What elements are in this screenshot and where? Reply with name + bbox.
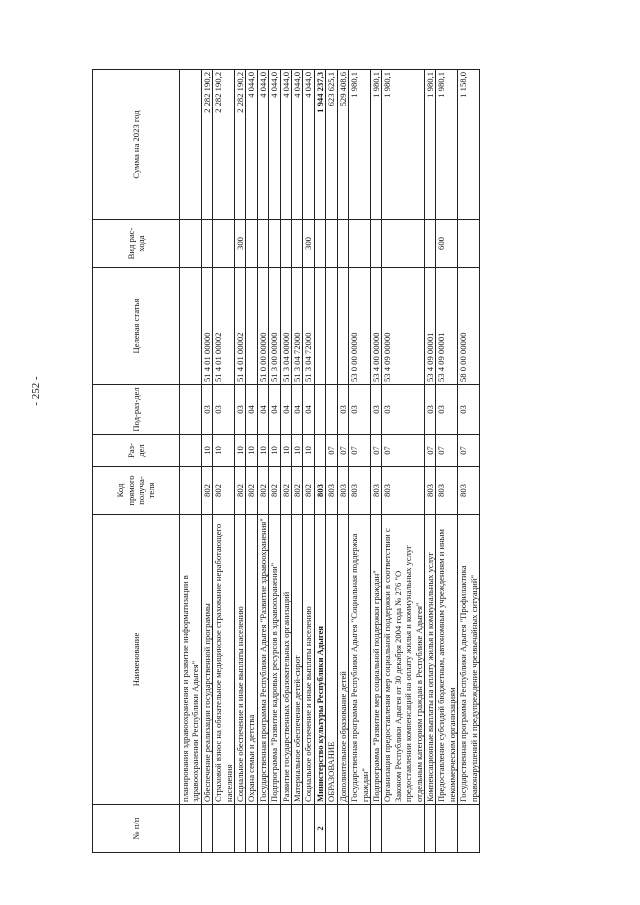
cell-amount: 4 044,0 <box>292 70 303 220</box>
cell-num <box>349 805 371 853</box>
cell-section: 10 <box>269 435 280 467</box>
table-row <box>303 70 314 853</box>
cell-section: 10 <box>280 435 291 467</box>
col-header-section: Раз-дел <box>93 435 180 467</box>
cell-expense-type <box>246 220 257 268</box>
cell-amount: 623 625,1 <box>326 70 337 220</box>
cell-name: ОБРАЗОВАНИЕ <box>326 515 337 805</box>
cell-section: 07 <box>382 435 425 467</box>
cell-expense-type <box>292 220 303 268</box>
cell-name: Обеспечение реализации государственной программы <box>201 515 212 805</box>
cell-target: 53 4 09 00000 <box>382 268 425 385</box>
cell-name: Компенсационные выплаты на оплату жилья и коммунальных услуг <box>424 515 435 805</box>
cell-target: 53 4 00 00000 <box>370 268 381 385</box>
cell-recipient: 803 <box>370 467 381 515</box>
cell-recipient <box>180 467 202 515</box>
page-number: - 252 - <box>30 376 42 406</box>
cell-target: 51 4 01 00002 <box>213 268 235 385</box>
cell-name: Подпрограмма "Развитие кадровых ресурсов в здравоохранении" <box>269 515 280 805</box>
cell-amount: 4 044,0 <box>257 70 268 220</box>
cell-subsection: 03 <box>436 385 458 435</box>
cell-recipient: 803 <box>424 467 435 515</box>
cell-recipient: 802 <box>201 467 212 515</box>
cell-section: 10 <box>235 435 246 467</box>
table-body <box>180 70 480 853</box>
cell-target: 53 0 00 00000 <box>349 268 371 385</box>
cell-amount: 2 282 190,2 <box>213 70 235 220</box>
table-row <box>382 70 425 853</box>
cell-section: 10 <box>303 435 314 467</box>
cell-section <box>314 435 325 467</box>
cell-expense-type <box>382 220 425 268</box>
cell-expense-type <box>458 220 480 268</box>
table-row <box>337 70 348 853</box>
cell-amount: 2 282 190,2 <box>201 70 212 220</box>
cell-subsection <box>180 385 202 435</box>
cell-num <box>326 805 337 853</box>
cell-recipient: 802 <box>235 467 246 515</box>
cell-name: Социальное обеспечение и иные выплаты населению <box>303 515 314 805</box>
table-row <box>370 70 381 853</box>
cell-subsection: 04 <box>292 385 303 435</box>
table-row <box>326 70 337 853</box>
col-header-num: № п/п <box>93 805 180 853</box>
cell-subsection: 03 <box>349 385 371 435</box>
cell-subsection: 03 <box>337 385 348 435</box>
table-row <box>257 70 268 853</box>
table-row <box>436 70 458 853</box>
cell-recipient: 803 <box>436 467 458 515</box>
cell-expense-type <box>370 220 381 268</box>
cell-recipient: 802 <box>303 467 314 515</box>
cell-section: 10 <box>213 435 235 467</box>
cell-target <box>246 268 257 385</box>
cell-section: 10 <box>201 435 212 467</box>
cell-recipient: 802 <box>246 467 257 515</box>
cell-expense-type <box>180 220 202 268</box>
cell-recipient: 803 <box>349 467 371 515</box>
budget-table-rotated <box>92 70 558 853</box>
cell-target: 51 3 04 00000 <box>280 268 291 385</box>
cell-target <box>326 268 337 385</box>
cell-section: 07 <box>436 435 458 467</box>
cell-expense-type: 600 <box>436 220 458 268</box>
cell-section: 07 <box>370 435 381 467</box>
cell-num <box>201 805 212 853</box>
cell-target: 51 3 00 00000 <box>269 268 280 385</box>
table-row <box>314 70 325 853</box>
cell-subsection: 04 <box>246 385 257 435</box>
cell-num <box>257 805 268 853</box>
col-header-target: Целевая статья <box>93 268 180 385</box>
cell-name: Организация предоставления мер социальной поддержки в соответствии с Законом Республики Адыгея от 30 декабря 2004 года № 276 "О предоставлении компенсаций на оплату жилья и коммунальных услуг отдельным категориям граждан в Республике Адыгея" <box>382 515 425 805</box>
cell-num <box>235 805 246 853</box>
cell-target: 53 4 09 00001 <box>424 268 435 385</box>
cell-subsection: 03 <box>201 385 212 435</box>
cell-amount: 2 282 190,2 <box>235 70 246 220</box>
cell-num <box>337 805 348 853</box>
cell-name: Подпрограмма "Развитие мер социальной поддержки граждан" <box>370 515 381 805</box>
cell-amount: 4 044,0 <box>246 70 257 220</box>
cell-expense-type: 300 <box>235 220 246 268</box>
table-row <box>246 70 257 853</box>
col-header-expense-type: Вид рас-хода <box>93 220 180 268</box>
cell-expense-type <box>424 220 435 268</box>
cell-num <box>382 805 425 853</box>
cell-expense-type <box>326 220 337 268</box>
cell-expense-type <box>337 220 348 268</box>
cell-recipient: 803 <box>314 467 325 515</box>
table-row <box>213 70 235 853</box>
cell-section: 10 <box>246 435 257 467</box>
table-row <box>292 70 303 853</box>
table-row <box>201 70 212 853</box>
cell-recipient: 802 <box>280 467 291 515</box>
cell-name: Материальное обеспечение детей-сирот <box>292 515 303 805</box>
cell-num <box>424 805 435 853</box>
cell-section <box>180 435 202 467</box>
cell-section: 10 <box>292 435 303 467</box>
cell-subsection: 04 <box>269 385 280 435</box>
cell-subsection: 04 <box>257 385 268 435</box>
cell-expense-type <box>349 220 371 268</box>
table-row <box>269 70 280 853</box>
cell-expense-type <box>269 220 280 268</box>
cell-section: 07 <box>349 435 371 467</box>
table-row <box>349 70 371 853</box>
cell-target: 58 0 00 00000 <box>458 268 480 385</box>
cell-num <box>180 805 202 853</box>
cell-subsection: 03 <box>370 385 381 435</box>
cell-recipient: 803 <box>458 467 480 515</box>
table-row <box>180 70 202 853</box>
table-row <box>280 70 291 853</box>
cell-amount: 4 044,0 <box>280 70 291 220</box>
cell-amount: 1 158,0 <box>458 70 480 220</box>
cell-amount: 1 944 237,3 <box>314 70 325 220</box>
cell-name: Охрана семьи и детства <box>246 515 257 805</box>
cell-num <box>370 805 381 853</box>
col-header-subsection: Под-раз-дел <box>93 385 180 435</box>
cell-target: 51 3 04 72000 <box>303 268 314 385</box>
cell-subsection: 03 <box>213 385 235 435</box>
cell-recipient: 803 <box>337 467 348 515</box>
cell-section: 10 <box>257 435 268 467</box>
cell-subsection: 03 <box>458 385 480 435</box>
cell-recipient: 802 <box>292 467 303 515</box>
cell-target: 51 3 04 72000 <box>292 268 303 385</box>
cell-amount: 529 408,6 <box>337 70 348 220</box>
cell-recipient: 803 <box>326 467 337 515</box>
col-header-amount: Сумма на 2023 год <box>93 70 180 220</box>
cell-num <box>458 805 480 853</box>
cell-expense-type <box>257 220 268 268</box>
cell-target <box>180 268 202 385</box>
cell-section: 07 <box>424 435 435 467</box>
cell-name: планирования здравоохранения и развитие информатизации в здравоохранении Республики Адыгея" <box>180 515 202 805</box>
cell-recipient: 802 <box>257 467 268 515</box>
cell-expense-type <box>213 220 235 268</box>
cell-section: 07 <box>337 435 348 467</box>
cell-amount <box>180 70 202 220</box>
cell-num <box>436 805 458 853</box>
cell-num <box>280 805 291 853</box>
cell-expense-type <box>280 220 291 268</box>
cell-name: Государственная программа Республики Адыгея "Профилактика правонарушений и предупреждение чрезвычайных ситуаций" <box>458 515 480 805</box>
cell-subsection <box>314 385 325 435</box>
budget-table <box>92 69 480 853</box>
cell-name: Государственная программа Республики Адыгея "Социальная поддержка граждан" <box>349 515 371 805</box>
cell-name: Дополнительное образование детей <box>337 515 348 805</box>
cell-num: 2 <box>314 805 325 853</box>
cell-section: 07 <box>326 435 337 467</box>
table-row <box>235 70 246 853</box>
table-row <box>458 70 480 853</box>
cell-num <box>213 805 235 853</box>
cell-target <box>337 268 348 385</box>
cell-amount: 1 980,1 <box>424 70 435 220</box>
cell-subsection <box>326 385 337 435</box>
cell-expense-type <box>314 220 325 268</box>
cell-name: Развитие государственных образовательных организаций <box>280 515 291 805</box>
cell-subsection: 03 <box>382 385 425 435</box>
cell-recipient: 802 <box>213 467 235 515</box>
col-header-recipient: Код прямого получа-теля <box>93 467 180 515</box>
cell-amount: 1 980,1 <box>436 70 458 220</box>
cell-amount: 1 980,1 <box>370 70 381 220</box>
cell-subsection: 03 <box>424 385 435 435</box>
cell-amount: 1 980,1 <box>382 70 425 220</box>
cell-subsection: 04 <box>280 385 291 435</box>
cell-target: 53 4 09 00001 <box>436 268 458 385</box>
cell-amount: 1 980,1 <box>349 70 371 220</box>
cell-name: Государственная программа Республики Адыгея "Развитие здравоохранения" <box>257 515 268 805</box>
cell-target <box>314 268 325 385</box>
cell-name: Социальное обеспечение и иные выплаты населению <box>235 515 246 805</box>
cell-target: 51 4 01 00000 <box>201 268 212 385</box>
cell-recipient: 803 <box>382 467 425 515</box>
cell-name: Министерство культуры Республики Адыгея <box>314 515 325 805</box>
cell-expense-type <box>201 220 212 268</box>
cell-num <box>246 805 257 853</box>
cell-target: 51 0 00 00000 <box>257 268 268 385</box>
cell-target: 51 4 01 00002 <box>235 268 246 385</box>
cell-num <box>269 805 280 853</box>
table-header-row <box>93 70 180 853</box>
cell-amount: 4 044,0 <box>269 70 280 220</box>
cell-subsection: 04 <box>303 385 314 435</box>
cell-section: 07 <box>458 435 480 467</box>
table-row <box>424 70 435 853</box>
cell-expense-type: 300 <box>303 220 314 268</box>
col-header-name: Наименование <box>93 515 180 805</box>
cell-name: Предоставление субсидий бюджетным, автономным учреждениям и иным некоммерческим организациям <box>436 515 458 805</box>
cell-recipient: 802 <box>269 467 280 515</box>
cell-amount: 4 044,0 <box>303 70 314 220</box>
cell-num <box>303 805 314 853</box>
cell-subsection: 03 <box>235 385 246 435</box>
cell-name: Страховой взнос на обязательное медицинское страхование неработающего населения <box>213 515 235 805</box>
cell-num <box>292 805 303 853</box>
